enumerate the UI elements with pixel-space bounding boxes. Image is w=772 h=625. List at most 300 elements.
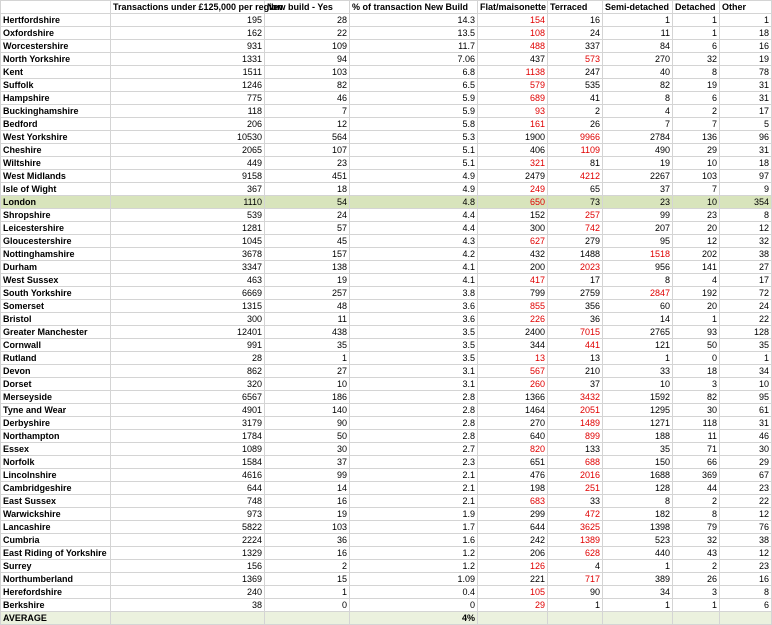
region-name: Greater Manchester <box>1 326 111 339</box>
flat-cell: 640 <box>478 430 548 443</box>
transactions-cell: 449 <box>111 157 265 170</box>
transactions-cell: 300 <box>111 313 265 326</box>
region-name: South Yorkshire <box>1 287 111 300</box>
new-build-cell: 82 <box>265 79 350 92</box>
transactions-cell: 3678 <box>111 248 265 261</box>
transactions-cell: 162 <box>111 27 265 40</box>
semi-detached-cell: 956 <box>603 261 673 274</box>
semi-detached-cell: 2784 <box>603 131 673 144</box>
transactions-cell: 991 <box>111 339 265 352</box>
semi-detached-cell: 2267 <box>603 170 673 183</box>
table-row <box>1 131 772 144</box>
flat-cell: 108 <box>478 27 548 40</box>
terraced-cell: 2023 <box>548 261 603 274</box>
table-row <box>1 40 772 53</box>
new-build-cell: 24 <box>265 209 350 222</box>
other-cell: 16 <box>720 573 772 586</box>
percent-new-build-cell: 3.5 <box>350 326 478 339</box>
terraced-cell: 37 <box>548 378 603 391</box>
new-build-cell: 186 <box>265 391 350 404</box>
terraced-cell: 717 <box>548 573 603 586</box>
table-row <box>1 222 772 235</box>
percent-new-build-cell: 4.8 <box>350 196 478 209</box>
flat-cell: 689 <box>478 92 548 105</box>
flat-cell: 417 <box>478 274 548 287</box>
table-row <box>1 170 772 183</box>
new-build-cell: 451 <box>265 170 350 183</box>
new-build-cell: 2 <box>265 560 350 573</box>
other-cell: 354 <box>720 196 772 209</box>
other-cell: 95 <box>720 391 772 404</box>
column-header-percent-new-build: % of transaction New Build <box>350 1 478 14</box>
flat-cell: 855 <box>478 300 548 313</box>
table-row <box>1 573 772 586</box>
region-name: Isle of Wight <box>1 183 111 196</box>
region-name: Merseyside <box>1 391 111 404</box>
semi-detached-cell: 33 <box>603 365 673 378</box>
column-header-semi-detached: Semi-detached <box>603 1 673 14</box>
transactions-cell: 2224 <box>111 534 265 547</box>
transactions-cell: 1331 <box>111 53 265 66</box>
flat-cell: 270 <box>478 417 548 430</box>
table-row <box>1 417 772 430</box>
terraced-cell: 24 <box>548 27 603 40</box>
flat-cell: 13 <box>478 352 548 365</box>
other-cell: 9 <box>720 183 772 196</box>
region-name: Berkshire <box>1 599 111 612</box>
new-build-cell: 48 <box>265 300 350 313</box>
transactions-cell: 775 <box>111 92 265 105</box>
new-build-cell: 103 <box>265 66 350 79</box>
new-build-cell: 140 <box>265 404 350 417</box>
terraced-cell: 441 <box>548 339 603 352</box>
new-build-cell: 22 <box>265 27 350 40</box>
detached-cell: 11 <box>673 430 720 443</box>
region-name: Dorset <box>1 378 111 391</box>
new-build-cell: 14 <box>265 482 350 495</box>
semi-detached-cell: 182 <box>603 508 673 521</box>
flat-cell: 29 <box>478 599 548 612</box>
table-row <box>1 157 772 170</box>
percent-new-build-cell: 4.9 <box>350 170 478 183</box>
semi-detached-cell: 523 <box>603 534 673 547</box>
column-header-transactions: Transactions under £125,000 per region <box>111 1 265 14</box>
detached-cell: 32 <box>673 534 720 547</box>
percent-new-build-cell: 1.6 <box>350 534 478 547</box>
other-cell: 12 <box>720 508 772 521</box>
percent-new-build-cell: 4.1 <box>350 274 478 287</box>
percent-new-build-cell: 7.06 <box>350 53 478 66</box>
terraced-cell: 4 <box>548 560 603 573</box>
region-name: Hampshire <box>1 92 111 105</box>
detached-cell: 19 <box>673 79 720 92</box>
detached-cell: 2 <box>673 495 720 508</box>
table-row <box>1 274 772 287</box>
table-row <box>1 326 772 339</box>
detached-cell: 43 <box>673 547 720 560</box>
percent-new-build-cell: 4.9 <box>350 183 478 196</box>
region-name: London <box>1 196 111 209</box>
region-name: Somerset <box>1 300 111 313</box>
region-name: Rutland <box>1 352 111 365</box>
table-row <box>1 300 772 313</box>
other-cell: 31 <box>720 92 772 105</box>
table-row <box>1 599 772 612</box>
terraced-cell: 742 <box>548 222 603 235</box>
new-build-cell: 7 <box>265 105 350 118</box>
transactions-cell: 206 <box>111 118 265 131</box>
transactions-cell: 320 <box>111 378 265 391</box>
terraced-cell: 688 <box>548 456 603 469</box>
percent-new-build-cell: 1.9 <box>350 508 478 521</box>
other-cell: 35 <box>720 339 772 352</box>
transactions-cell: 195 <box>111 14 265 27</box>
column-header-new-build: New build - Yes <box>265 1 350 14</box>
percent-new-build-cell: 5.3 <box>350 131 478 144</box>
semi-detached-cell: 4 <box>603 105 673 118</box>
region-name: Wiltshire <box>1 157 111 170</box>
average-label: AVERAGE <box>1 612 111 625</box>
table-row <box>1 27 772 40</box>
new-build-cell: 15 <box>265 573 350 586</box>
semi-detached-cell: 1 <box>603 599 673 612</box>
region-name: Bristol <box>1 313 111 326</box>
new-build-cell: 28 <box>265 14 350 27</box>
new-build-cell: 1 <box>265 586 350 599</box>
terraced-cell: 65 <box>548 183 603 196</box>
percent-new-build-cell: 1.09 <box>350 573 478 586</box>
terraced-cell: 535 <box>548 79 603 92</box>
percent-new-build-cell: 6.8 <box>350 66 478 79</box>
region-name: Cornwall <box>1 339 111 352</box>
percent-new-build-cell: 1.7 <box>350 521 478 534</box>
percent-new-build-cell: 1.2 <box>350 547 478 560</box>
region-name: Worcestershire <box>1 40 111 53</box>
percent-new-build-cell: 4.4 <box>350 222 478 235</box>
transactions-cell: 1089 <box>111 443 265 456</box>
new-build-cell: 157 <box>265 248 350 261</box>
terraced-cell: 356 <box>548 300 603 313</box>
detached-cell: 6 <box>673 40 720 53</box>
new-build-cell: 45 <box>265 235 350 248</box>
flat-cell: 206 <box>478 547 548 560</box>
terraced-cell: 472 <box>548 508 603 521</box>
table-row <box>1 443 772 456</box>
percent-new-build-cell: 3.8 <box>350 287 478 300</box>
new-build-cell: 10 <box>265 378 350 391</box>
region-name: East Riding of Yorkshire <box>1 547 111 560</box>
transactions-cell: 1281 <box>111 222 265 235</box>
region-name: Herefordshire <box>1 586 111 599</box>
table-row <box>1 313 772 326</box>
detached-cell: 10 <box>673 157 720 170</box>
semi-detached-cell: 188 <box>603 430 673 443</box>
other-cell: 23 <box>720 482 772 495</box>
transactions-cell: 973 <box>111 508 265 521</box>
detached-cell: 44 <box>673 482 720 495</box>
detached-cell: 202 <box>673 248 720 261</box>
detached-cell: 1 <box>673 27 720 40</box>
detached-cell: 141 <box>673 261 720 274</box>
transactions-cell: 1511 <box>111 66 265 79</box>
flat-cell: 432 <box>478 248 548 261</box>
other-cell: 24 <box>720 300 772 313</box>
detached-cell: 18 <box>673 365 720 378</box>
flat-cell: 300 <box>478 222 548 235</box>
terraced-cell: 279 <box>548 235 603 248</box>
semi-detached-cell: 1688 <box>603 469 673 482</box>
table-row <box>1 469 772 482</box>
region-name: Lincolnshire <box>1 469 111 482</box>
terraced-cell: 2051 <box>548 404 603 417</box>
other-cell: 32 <box>720 235 772 248</box>
header-row <box>1 1 772 14</box>
terraced-cell: 81 <box>548 157 603 170</box>
percent-new-build-cell: 5.8 <box>350 118 478 131</box>
transactions-cell: 38 <box>111 599 265 612</box>
new-build-cell: 564 <box>265 131 350 144</box>
semi-detached-cell: 10 <box>603 378 673 391</box>
column-header-terraced: Terraced <box>548 1 603 14</box>
other-cell: 31 <box>720 417 772 430</box>
transactions-cell: 2065 <box>111 144 265 157</box>
table-row <box>1 560 772 573</box>
percent-new-build-cell: 5.9 <box>350 92 478 105</box>
flat-cell: 1366 <box>478 391 548 404</box>
detached-cell: 6 <box>673 92 720 105</box>
percent-new-build-cell: 5.1 <box>350 157 478 170</box>
flat-cell: 299 <box>478 508 548 521</box>
terraced-cell: 36 <box>548 313 603 326</box>
percent-new-build-cell: 2.1 <box>350 495 478 508</box>
terraced-cell: 247 <box>548 66 603 79</box>
detached-cell: 26 <box>673 573 720 586</box>
other-cell: 38 <box>720 248 772 261</box>
percent-new-build-cell: 1.2 <box>350 560 478 573</box>
table-row <box>1 404 772 417</box>
other-cell: 30 <box>720 443 772 456</box>
flat-cell: 2479 <box>478 170 548 183</box>
terraced-cell: 16 <box>548 14 603 27</box>
flat-cell: 200 <box>478 261 548 274</box>
flat-cell: 1464 <box>478 404 548 417</box>
flat-cell: 820 <box>478 443 548 456</box>
terraced-cell: 3432 <box>548 391 603 404</box>
table-row <box>1 79 772 92</box>
flat-cell: 226 <box>478 313 548 326</box>
terraced-cell: 2016 <box>548 469 603 482</box>
new-build-cell: 27 <box>265 365 350 378</box>
transactions-cell: 367 <box>111 183 265 196</box>
semi-detached-cell: 1592 <box>603 391 673 404</box>
percent-new-build-cell: 3.6 <box>350 313 478 326</box>
detached-cell: 136 <box>673 131 720 144</box>
terraced-cell: 573 <box>548 53 603 66</box>
detached-cell: 71 <box>673 443 720 456</box>
flat-cell: 567 <box>478 365 548 378</box>
semi-detached-cell: 1 <box>603 352 673 365</box>
transactions-cell: 1329 <box>111 547 265 560</box>
other-cell: 72 <box>720 287 772 300</box>
transactions-cell: 6567 <box>111 391 265 404</box>
new-build-cell: 35 <box>265 339 350 352</box>
other-cell: 12 <box>720 222 772 235</box>
flat-cell: 321 <box>478 157 548 170</box>
flat-cell: 198 <box>478 482 548 495</box>
new-build-cell: 257 <box>265 287 350 300</box>
percent-new-build-cell: 4.4 <box>350 209 478 222</box>
transactions-cell: 10530 <box>111 131 265 144</box>
transactions-cell: 644 <box>111 482 265 495</box>
new-build-cell: 30 <box>265 443 350 456</box>
semi-detached-cell: 14 <box>603 313 673 326</box>
semi-detached-cell: 7 <box>603 118 673 131</box>
other-cell: 8 <box>720 209 772 222</box>
flat-cell: 105 <box>478 586 548 599</box>
new-build-cell: 99 <box>265 469 350 482</box>
flat-cell: 242 <box>478 534 548 547</box>
semi-detached-cell: 389 <box>603 573 673 586</box>
transactions-cell: 1110 <box>111 196 265 209</box>
detached-cell: 32 <box>673 53 720 66</box>
other-cell: 128 <box>720 326 772 339</box>
terraced-cell: 7015 <box>548 326 603 339</box>
semi-detached-cell: 84 <box>603 40 673 53</box>
detached-cell: 10 <box>673 196 720 209</box>
region-name: Durham <box>1 261 111 274</box>
semi-detached-cell: 490 <box>603 144 673 157</box>
flat-cell: 799 <box>478 287 548 300</box>
detached-cell: 93 <box>673 326 720 339</box>
percent-new-build-cell: 13.5 <box>350 27 478 40</box>
flat-cell: 437 <box>478 53 548 66</box>
semi-detached-cell: 34 <box>603 586 673 599</box>
transactions-cell: 1246 <box>111 79 265 92</box>
flat-cell: 488 <box>478 40 548 53</box>
column-header-region <box>1 1 111 14</box>
semi-detached-cell: 8 <box>603 495 673 508</box>
other-cell: 38 <box>720 534 772 547</box>
new-build-cell: 37 <box>265 456 350 469</box>
flat-cell: 579 <box>478 79 548 92</box>
semi-detached-cell: 35 <box>603 443 673 456</box>
terraced-cell: 2759 <box>548 287 603 300</box>
detached-cell: 0 <box>673 352 720 365</box>
transactions-cell: 1584 <box>111 456 265 469</box>
flat-cell: 260 <box>478 378 548 391</box>
detached-cell: 369 <box>673 469 720 482</box>
region-name: Kent <box>1 66 111 79</box>
transactions-cell: 4901 <box>111 404 265 417</box>
detached-cell: 8 <box>673 508 720 521</box>
semi-detached-cell: 207 <box>603 222 673 235</box>
semi-detached-cell: 1518 <box>603 248 673 261</box>
detached-cell: 1 <box>673 599 720 612</box>
flat-cell: 344 <box>478 339 548 352</box>
percent-new-build-cell: 4.3 <box>350 235 478 248</box>
semi-detached-cell: 8 <box>603 92 673 105</box>
percent-new-build-cell: 2.8 <box>350 430 478 443</box>
transactions-cell: 748 <box>111 495 265 508</box>
new-build-cell: 103 <box>265 521 350 534</box>
new-build-cell: 0 <box>265 599 350 612</box>
table-row <box>1 92 772 105</box>
other-cell: 34 <box>720 365 772 378</box>
terraced-cell: 1109 <box>548 144 603 157</box>
region-name: Cumbria <box>1 534 111 547</box>
detached-cell: 2 <box>673 560 720 573</box>
other-cell: 23 <box>720 560 772 573</box>
terraced-cell: 3625 <box>548 521 603 534</box>
region-name: Warwickshire <box>1 508 111 521</box>
percent-new-build-cell: 3.6 <box>350 300 478 313</box>
table-row <box>1 378 772 391</box>
flat-cell: 93 <box>478 105 548 118</box>
other-cell: 12 <box>720 547 772 560</box>
percent-new-build-cell: 14.3 <box>350 14 478 27</box>
new-build-cell: 109 <box>265 40 350 53</box>
table-row <box>1 196 772 209</box>
terraced-cell: 628 <box>548 547 603 560</box>
terraced-cell: 26 <box>548 118 603 131</box>
detached-cell: 12 <box>673 235 720 248</box>
percent-new-build-cell: 4.2 <box>350 248 478 261</box>
new-build-cell: 54 <box>265 196 350 209</box>
other-cell: 78 <box>720 66 772 79</box>
detached-cell: 7 <box>673 118 720 131</box>
new-build-cell: 19 <box>265 274 350 287</box>
table-row <box>1 482 772 495</box>
region-name: Northumberland <box>1 573 111 586</box>
other-cell: 18 <box>720 157 772 170</box>
table-row <box>1 352 772 365</box>
detached-cell: 192 <box>673 287 720 300</box>
table-row <box>1 14 772 27</box>
region-name: Nottinghamshire <box>1 248 111 261</box>
other-cell: 18 <box>720 27 772 40</box>
flat-cell: 644 <box>478 521 548 534</box>
semi-detached-cell: 440 <box>603 547 673 560</box>
transactions-cell: 463 <box>111 274 265 287</box>
terraced-cell: 13 <box>548 352 603 365</box>
table-row <box>1 339 772 352</box>
transactions-cell: 1369 <box>111 573 265 586</box>
table-row <box>1 391 772 404</box>
region-name: Northampton <box>1 430 111 443</box>
terraced-cell: 73 <box>548 196 603 209</box>
other-cell: 22 <box>720 313 772 326</box>
other-cell: 8 <box>720 586 772 599</box>
table-row <box>1 287 772 300</box>
region-name: North Yorkshire <box>1 53 111 66</box>
terraced-cell: 9966 <box>548 131 603 144</box>
semi-detached-cell: 1 <box>603 14 673 27</box>
flat-cell: 683 <box>478 495 548 508</box>
detached-cell: 3 <box>673 378 720 391</box>
detached-cell: 1 <box>673 14 720 27</box>
region-name: Suffolk <box>1 79 111 92</box>
terraced-cell: 210 <box>548 365 603 378</box>
table-row <box>1 53 772 66</box>
average-value: 4% <box>350 612 478 625</box>
other-cell: 97 <box>720 170 772 183</box>
terraced-cell: 1 <box>548 599 603 612</box>
percent-new-build-cell: 2.1 <box>350 482 478 495</box>
detached-cell: 8 <box>673 66 720 79</box>
terraced-cell: 251 <box>548 482 603 495</box>
new-build-cell: 16 <box>265 495 350 508</box>
transactions-cell: 4616 <box>111 469 265 482</box>
